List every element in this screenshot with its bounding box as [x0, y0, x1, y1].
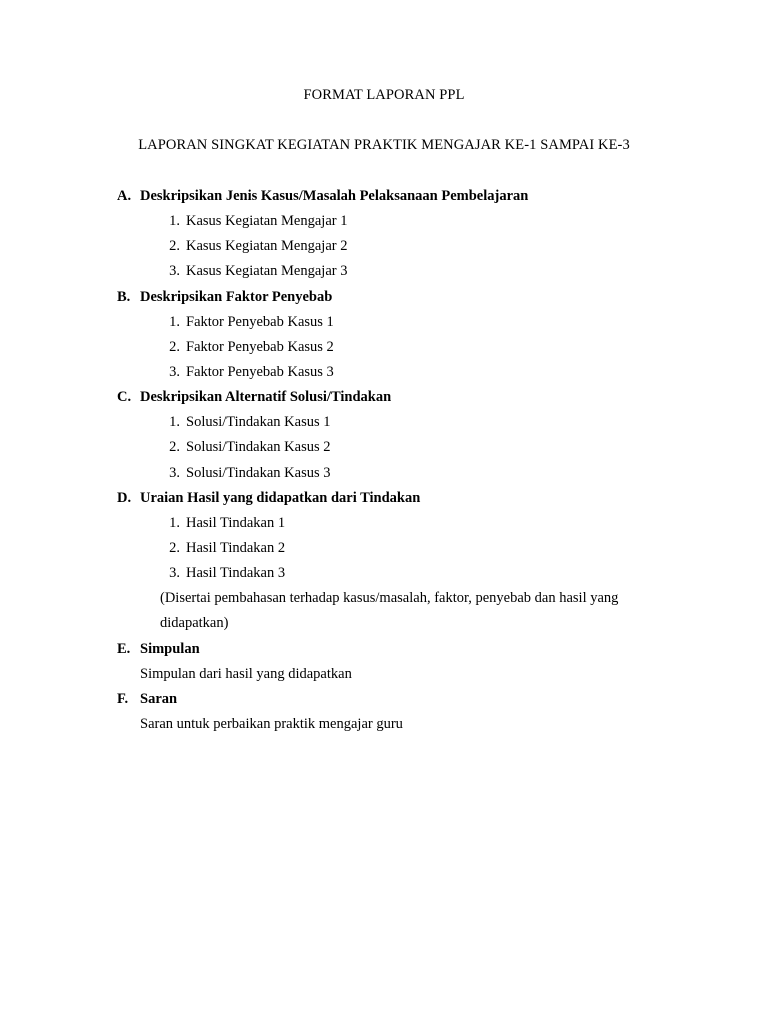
- item-number: 3.: [169, 363, 180, 380]
- item-number: 3.: [169, 565, 180, 582]
- list-item: [117, 310, 717, 335]
- section-body: Simpulan dari hasil yang didapatkan: [140, 665, 352, 682]
- list-item: [117, 234, 717, 259]
- item-number: 1.: [169, 514, 180, 531]
- list-item: [117, 536, 717, 561]
- item-text: Hasil Tindakan 3: [186, 565, 286, 582]
- list-item: [117, 511, 717, 536]
- section-d-heading: [117, 486, 717, 511]
- document-subtitle: LAPORAN SINGKAT KEGIATAN PRAKTIK MENGAJAR KE-1 SAMPAI KE-3: [138, 137, 630, 153]
- item-number: 2.: [169, 238, 180, 255]
- section-letter: F.: [117, 690, 129, 707]
- section-letter: C.: [117, 389, 132, 406]
- list-item: [117, 335, 717, 360]
- outline-list: [117, 184, 717, 737]
- item-text: Kasus Kegiatan Mengajar 1: [186, 213, 348, 229]
- section-c-heading: [117, 385, 717, 410]
- item-text: Faktor Penyebab Kasus 1: [186, 313, 334, 330]
- section-a-heading: [117, 184, 717, 209]
- section-title: Saran: [140, 690, 178, 707]
- section-letter: D.: [117, 489, 132, 506]
- list-item: [117, 259, 717, 284]
- item-number: 3.: [169, 464, 180, 481]
- item-number: 2.: [169, 338, 180, 355]
- list-item: [117, 209, 717, 234]
- item-text: Kasus Kegiatan Mengajar 3: [186, 263, 348, 280]
- item-number: 3.: [169, 263, 180, 280]
- list-item: [117, 461, 717, 486]
- item-number: 2.: [169, 539, 180, 556]
- section-title: Simpulan: [140, 640, 200, 657]
- item-number: 1.: [169, 213, 180, 229]
- item-text: Solusi/Tindakan Kasus 3: [186, 464, 331, 481]
- section-e-heading: [117, 637, 717, 662]
- section-letter: E.: [117, 640, 131, 657]
- item-number: 1.: [169, 313, 180, 330]
- item-text: Faktor Penyebab Kasus 2: [186, 338, 334, 355]
- document-title: FORMAT LAPORAN PPL: [303, 87, 465, 103]
- list-item: [117, 360, 717, 385]
- list-item: [117, 410, 717, 435]
- item-text: Faktor Penyebab Kasus 3: [186, 363, 334, 380]
- section-letter: B.: [117, 288, 131, 305]
- item-number: 1.: [169, 414, 180, 431]
- section-title: Deskripsikan Jenis Kasus/Masalah Pelaksanaan Pembelajaran: [140, 188, 529, 204]
- section-title: Deskripsikan Alternatif Solusi/Tindakan: [140, 389, 392, 406]
- item-number: 2.: [169, 439, 180, 456]
- section-b-heading: [117, 285, 717, 310]
- section-letter: A.: [117, 188, 132, 204]
- item-text: Hasil Tindakan 1: [186, 514, 286, 531]
- section-f-heading: [117, 687, 717, 712]
- item-text: Hasil Tindakan 2: [186, 539, 286, 556]
- section-note: (Disertai pembahasan terhadap kasus/masalah, faktor, penyebab dan hasil yang didapatkan): [160, 590, 619, 632]
- item-text: Solusi/Tindakan Kasus 1: [186, 414, 331, 431]
- section-title: Uraian Hasil yang didapatkan dari Tindakan: [140, 489, 421, 506]
- section-title: Deskripsikan Faktor Penyebab: [140, 288, 333, 305]
- list-item: [117, 561, 717, 586]
- item-text: Kasus Kegiatan Mengajar 2: [186, 238, 348, 255]
- item-text: Solusi/Tindakan Kasus 2: [186, 439, 331, 456]
- list-item: [117, 435, 717, 460]
- section-body: Saran untuk perbaikan praktik mengajar guru: [140, 715, 403, 732]
